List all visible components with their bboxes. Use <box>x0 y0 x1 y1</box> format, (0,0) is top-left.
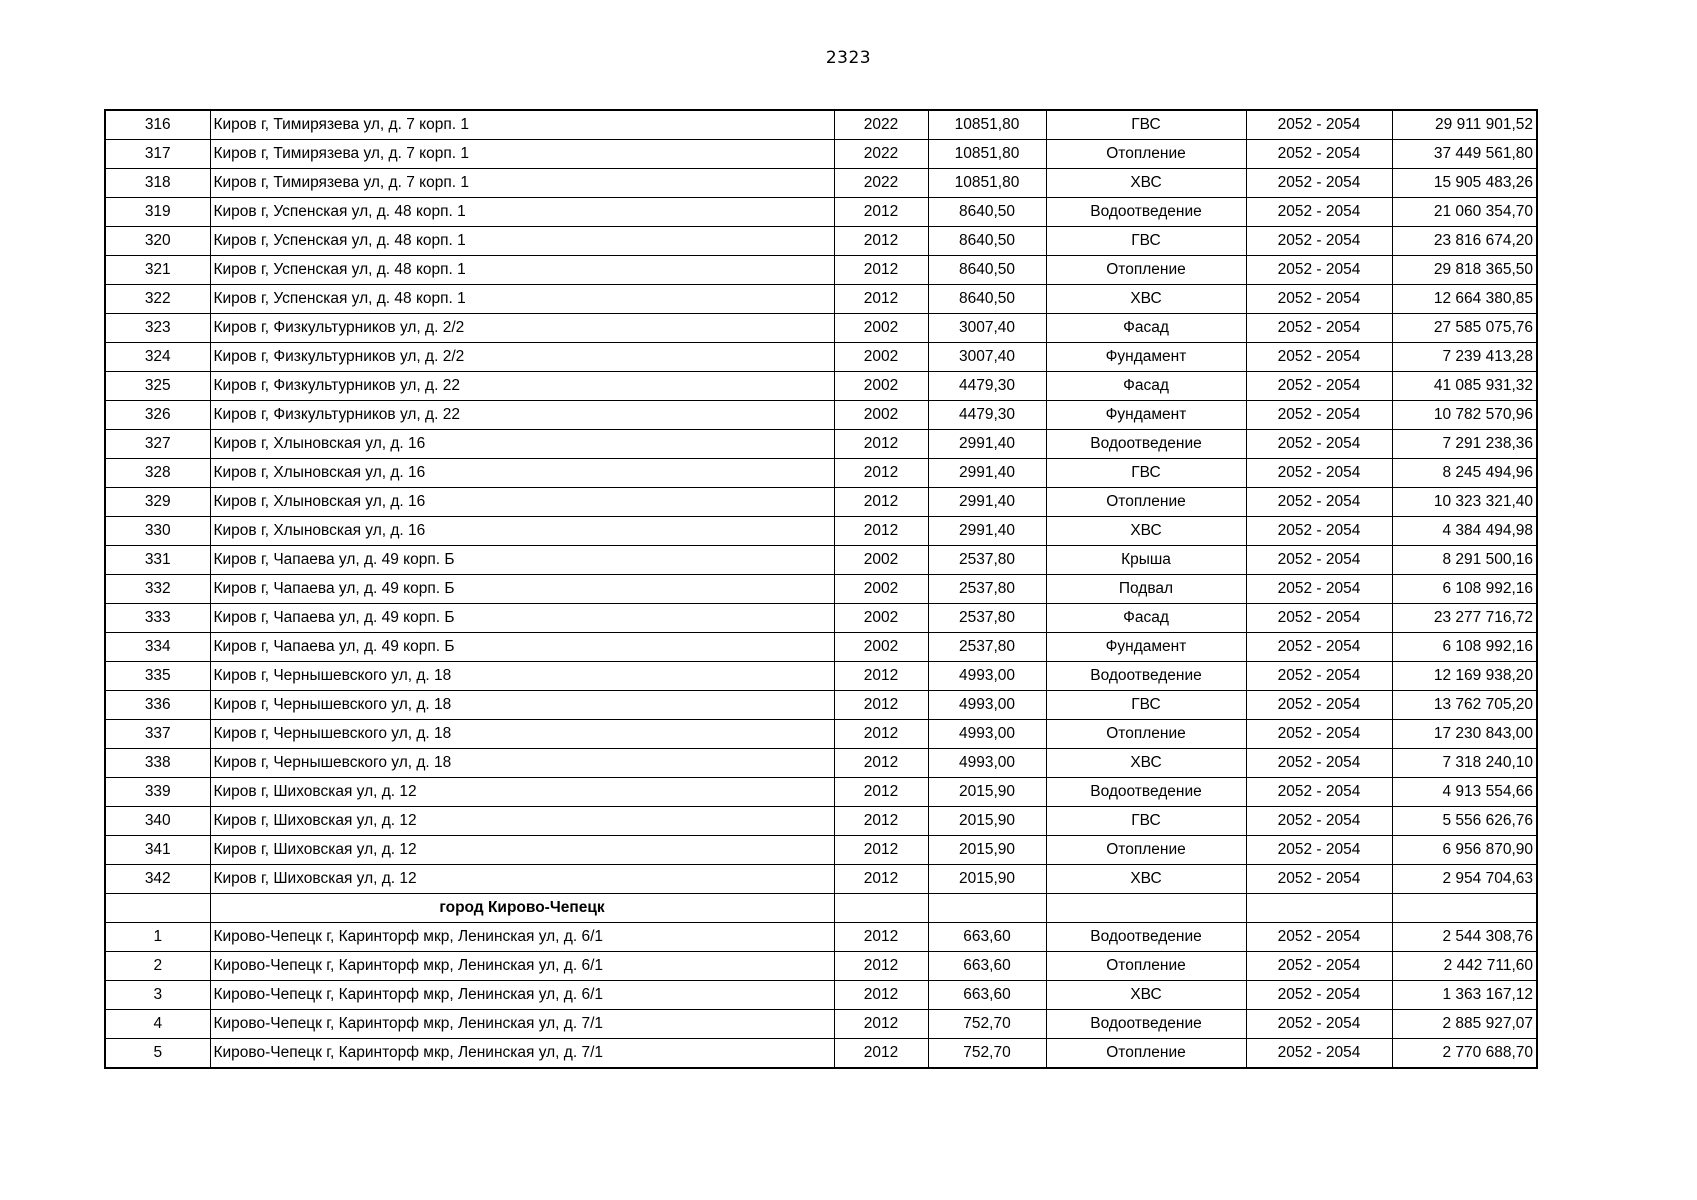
work-type-cell: Фасад <box>1046 372 1246 401</box>
row-number-cell <box>105 894 210 923</box>
address-cell: Кирово-Чепецк г, Каринторф мкр, Ленинская ул, д. 6/1 <box>210 981 834 1010</box>
cost-cell: 15 905 483,26 <box>1392 169 1537 198</box>
cost-cell: 2 544 308,76 <box>1392 923 1537 952</box>
area-cell: 663,60 <box>928 923 1046 952</box>
row-number-cell: 342 <box>105 865 210 894</box>
year-cell: 2012 <box>834 981 928 1010</box>
period-cell: 2052 - 2054 <box>1246 343 1392 372</box>
address-cell: Киров г, Шиховская ул, д. 12 <box>210 807 834 836</box>
row-number-cell: 335 <box>105 662 210 691</box>
cost-cell: 10 782 570,96 <box>1392 401 1537 430</box>
work-type-cell: Отопление <box>1046 720 1246 749</box>
table-row <box>105 691 1537 720</box>
cost-cell: 1 363 167,12 <box>1392 981 1537 1010</box>
area-cell: 4993,00 <box>928 749 1046 778</box>
year-cell: 2012 <box>834 1039 928 1069</box>
area-cell: 2015,90 <box>928 836 1046 865</box>
period-cell: 2052 - 2054 <box>1246 198 1392 227</box>
row-number-cell: 4 <box>105 1010 210 1039</box>
address-cell: Киров г, Тимирязева ул, д. 7 корп. 1 <box>210 140 834 169</box>
row-number-cell: 3 <box>105 981 210 1010</box>
area-cell: 4479,30 <box>928 401 1046 430</box>
period-cell <box>1246 894 1392 923</box>
year-cell: 2012 <box>834 256 928 285</box>
year-cell: 2012 <box>834 662 928 691</box>
work-type-cell: Отопление <box>1046 140 1246 169</box>
row-number-cell: 320 <box>105 227 210 256</box>
year-cell: 2002 <box>834 314 928 343</box>
year-cell: 2022 <box>834 110 928 140</box>
work-type-cell: Водоотведение <box>1046 923 1246 952</box>
table-row <box>105 372 1537 401</box>
year-cell: 2012 <box>834 227 928 256</box>
year-cell: 2002 <box>834 604 928 633</box>
year-cell: 2002 <box>834 546 928 575</box>
period-cell: 2052 - 2054 <box>1246 865 1392 894</box>
work-type-cell: Водоотведение <box>1046 1010 1246 1039</box>
period-cell: 2052 - 2054 <box>1246 836 1392 865</box>
year-cell: 2012 <box>834 923 928 952</box>
period-cell: 2052 - 2054 <box>1246 314 1392 343</box>
table-row <box>105 1010 1537 1039</box>
address-cell: Киров г, Хлыновская ул, д. 16 <box>210 459 834 488</box>
work-type-cell: Фундамент <box>1046 633 1246 662</box>
address-cell: Киров г, Чернышевского ул, д. 18 <box>210 662 834 691</box>
address-cell: Киров г, Чапаева ул, д. 49 корп. Б <box>210 604 834 633</box>
year-cell: 2002 <box>834 372 928 401</box>
area-cell: 752,70 <box>928 1010 1046 1039</box>
cost-cell: 4 384 494,98 <box>1392 517 1537 546</box>
cost-cell: 2 442 711,60 <box>1392 952 1537 981</box>
period-cell: 2052 - 2054 <box>1246 662 1392 691</box>
area-cell: 752,70 <box>928 1039 1046 1069</box>
period-cell: 2052 - 2054 <box>1246 285 1392 314</box>
address-cell: Кирово-Чепецк г, Каринторф мкр, Ленинская ул, д. 7/1 <box>210 1039 834 1069</box>
area-cell: 4993,00 <box>928 662 1046 691</box>
period-cell: 2052 - 2054 <box>1246 1010 1392 1039</box>
work-type-cell: Фасад <box>1046 314 1246 343</box>
row-number-cell: 2 <box>105 952 210 981</box>
cost-cell: 2 885 927,07 <box>1392 1010 1537 1039</box>
table-row <box>105 575 1537 604</box>
row-number-cell: 329 <box>105 488 210 517</box>
period-cell: 2052 - 2054 <box>1246 459 1392 488</box>
registry-body <box>105 110 1537 1068</box>
row-number-cell: 326 <box>105 401 210 430</box>
table-row <box>105 314 1537 343</box>
table-row <box>105 662 1537 691</box>
table-row <box>105 749 1537 778</box>
cost-cell: 2 954 704,63 <box>1392 865 1537 894</box>
cost-cell: 23 277 716,72 <box>1392 604 1537 633</box>
row-number-cell: 325 <box>105 372 210 401</box>
area-cell: 2015,90 <box>928 865 1046 894</box>
table-row <box>105 604 1537 633</box>
area-cell: 2537,80 <box>928 604 1046 633</box>
area-cell: 3007,40 <box>928 343 1046 372</box>
period-cell: 2052 - 2054 <box>1246 575 1392 604</box>
period-cell: 2052 - 2054 <box>1246 981 1392 1010</box>
row-number-cell: 323 <box>105 314 210 343</box>
area-cell: 4993,00 <box>928 720 1046 749</box>
period-cell: 2052 - 2054 <box>1246 256 1392 285</box>
cost-cell: 8 245 494,96 <box>1392 459 1537 488</box>
work-type-cell: ГВС <box>1046 691 1246 720</box>
year-cell: 2012 <box>834 720 928 749</box>
period-cell: 2052 - 2054 <box>1246 1039 1392 1069</box>
work-type-cell: ГВС <box>1046 807 1246 836</box>
period-cell: 2052 - 2054 <box>1246 169 1392 198</box>
address-cell: Киров г, Чернышевского ул, д. 18 <box>210 749 834 778</box>
row-number-cell: 331 <box>105 546 210 575</box>
cost-cell: 7 318 240,10 <box>1392 749 1537 778</box>
period-cell: 2052 - 2054 <box>1246 110 1392 140</box>
year-cell: 2012 <box>834 691 928 720</box>
table-row <box>105 546 1537 575</box>
year-cell: 2002 <box>834 343 928 372</box>
table-row <box>105 517 1537 546</box>
work-type-cell: ХВС <box>1046 749 1246 778</box>
table-row <box>105 198 1537 227</box>
table-row <box>105 343 1537 372</box>
table-row <box>105 488 1537 517</box>
address-cell: Киров г, Хлыновская ул, д. 16 <box>210 488 834 517</box>
year-cell: 2002 <box>834 633 928 662</box>
area-cell: 2991,40 <box>928 517 1046 546</box>
section-title: город Кирово-Чепецк <box>210 894 834 923</box>
area-cell: 2015,90 <box>928 778 1046 807</box>
table-row <box>105 459 1537 488</box>
table-row <box>105 807 1537 836</box>
table-row <box>105 110 1537 140</box>
row-number-cell: 332 <box>105 575 210 604</box>
table-row <box>105 256 1537 285</box>
row-number-cell: 330 <box>105 517 210 546</box>
cost-cell: 12 664 380,85 <box>1392 285 1537 314</box>
table-row <box>105 865 1537 894</box>
area-cell: 663,60 <box>928 952 1046 981</box>
period-cell: 2052 - 2054 <box>1246 227 1392 256</box>
cost-cell: 29 818 365,50 <box>1392 256 1537 285</box>
cost-cell: 7 239 413,28 <box>1392 343 1537 372</box>
row-number-cell: 339 <box>105 778 210 807</box>
cost-cell <box>1392 894 1537 923</box>
work-type-cell: ХВС <box>1046 517 1246 546</box>
work-type-cell <box>1046 894 1246 923</box>
period-cell: 2052 - 2054 <box>1246 807 1392 836</box>
work-type-cell: Отопление <box>1046 488 1246 517</box>
year-cell: 2022 <box>834 140 928 169</box>
address-cell: Киров г, Чапаева ул, д. 49 корп. Б <box>210 575 834 604</box>
work-type-cell: Фундамент <box>1046 401 1246 430</box>
area-cell: 4479,30 <box>928 372 1046 401</box>
table-row <box>105 923 1537 952</box>
area-cell: 10851,80 <box>928 110 1046 140</box>
cost-cell: 5 556 626,76 <box>1392 807 1537 836</box>
period-cell: 2052 - 2054 <box>1246 604 1392 633</box>
work-type-cell: Фундамент <box>1046 343 1246 372</box>
area-cell: 2537,80 <box>928 546 1046 575</box>
period-cell: 2052 - 2054 <box>1246 140 1392 169</box>
row-number-cell: 321 <box>105 256 210 285</box>
row-number-cell: 338 <box>105 749 210 778</box>
year-cell: 2012 <box>834 517 928 546</box>
year-cell: 2012 <box>834 952 928 981</box>
cost-cell: 10 323 321,40 <box>1392 488 1537 517</box>
period-cell: 2052 - 2054 <box>1246 778 1392 807</box>
row-number-cell: 340 <box>105 807 210 836</box>
address-cell: Киров г, Шиховская ул, д. 12 <box>210 836 834 865</box>
row-number-cell: 341 <box>105 836 210 865</box>
cost-cell: 7 291 238,36 <box>1392 430 1537 459</box>
cost-cell: 4 913 554,66 <box>1392 778 1537 807</box>
row-number-cell: 328 <box>105 459 210 488</box>
cost-cell: 8 291 500,16 <box>1392 546 1537 575</box>
period-cell: 2052 - 2054 <box>1246 923 1392 952</box>
row-number-cell: 317 <box>105 140 210 169</box>
table-row <box>105 285 1537 314</box>
year-cell: 2012 <box>834 459 928 488</box>
year-cell: 2022 <box>834 169 928 198</box>
work-type-cell: Водоотведение <box>1046 778 1246 807</box>
period-cell: 2052 - 2054 <box>1246 633 1392 662</box>
work-type-cell: ХВС <box>1046 169 1246 198</box>
work-type-cell: ГВС <box>1046 459 1246 488</box>
area-cell: 2991,40 <box>928 430 1046 459</box>
table-row <box>105 981 1537 1010</box>
address-cell: Киров г, Шиховская ул, д. 12 <box>210 865 834 894</box>
year-cell: 2012 <box>834 488 928 517</box>
address-cell: Киров г, Чернышевского ул, д. 18 <box>210 691 834 720</box>
row-number-cell: 1 <box>105 923 210 952</box>
area-cell <box>928 894 1046 923</box>
row-number-cell: 333 <box>105 604 210 633</box>
cost-cell: 41 085 931,32 <box>1392 372 1537 401</box>
row-number-cell: 319 <box>105 198 210 227</box>
period-cell: 2052 - 2054 <box>1246 517 1392 546</box>
period-cell: 2052 - 2054 <box>1246 430 1392 459</box>
address-cell: Киров г, Хлыновская ул, д. 16 <box>210 430 834 459</box>
registry-table <box>104 109 1538 1069</box>
period-cell: 2052 - 2054 <box>1246 691 1392 720</box>
work-type-cell: ГВС <box>1046 227 1246 256</box>
row-number-cell: 318 <box>105 169 210 198</box>
area-cell: 3007,40 <box>928 314 1046 343</box>
cost-cell: 13 762 705,20 <box>1392 691 1537 720</box>
address-cell: Киров г, Шиховская ул, д. 12 <box>210 778 834 807</box>
address-cell: Киров г, Хлыновская ул, д. 16 <box>210 517 834 546</box>
table-row <box>105 140 1537 169</box>
table-row <box>105 227 1537 256</box>
area-cell: 4993,00 <box>928 691 1046 720</box>
work-type-cell: Фасад <box>1046 604 1246 633</box>
address-cell: Киров г, Физкультурников ул, д. 22 <box>210 401 834 430</box>
table-row <box>105 720 1537 749</box>
year-cell: 2012 <box>834 430 928 459</box>
table-row <box>105 836 1537 865</box>
cost-cell: 27 585 075,76 <box>1392 314 1537 343</box>
work-type-cell: Отопление <box>1046 952 1246 981</box>
year-cell: 2012 <box>834 778 928 807</box>
period-cell: 2052 - 2054 <box>1246 372 1392 401</box>
row-number-cell: 324 <box>105 343 210 372</box>
table-row <box>105 1039 1537 1069</box>
year-cell: 2012 <box>834 749 928 778</box>
address-cell: Киров г, Физкультурников ул, д. 2/2 <box>210 343 834 372</box>
year-cell: 2012 <box>834 807 928 836</box>
area-cell: 10851,80 <box>928 140 1046 169</box>
address-cell: Киров г, Чернышевского ул, д. 18 <box>210 720 834 749</box>
table-row <box>105 401 1537 430</box>
year-cell: 2012 <box>834 865 928 894</box>
row-number-cell: 336 <box>105 691 210 720</box>
work-type-cell: Отопление <box>1046 256 1246 285</box>
address-cell: Киров г, Чапаева ул, д. 49 корп. Б <box>210 546 834 575</box>
period-cell: 2052 - 2054 <box>1246 749 1392 778</box>
year-cell: 2012 <box>834 285 928 314</box>
address-cell: Кирово-Чепецк г, Каринторф мкр, Ленинская ул, д. 7/1 <box>210 1010 834 1039</box>
year-cell: 2012 <box>834 198 928 227</box>
period-cell: 2052 - 2054 <box>1246 720 1392 749</box>
cost-cell: 17 230 843,00 <box>1392 720 1537 749</box>
work-type-cell: Отопление <box>1046 836 1246 865</box>
work-type-cell: Водоотведение <box>1046 662 1246 691</box>
area-cell: 8640,50 <box>928 256 1046 285</box>
work-type-cell: Крыша <box>1046 546 1246 575</box>
area-cell: 8640,50 <box>928 285 1046 314</box>
cost-cell: 2 770 688,70 <box>1392 1039 1537 1069</box>
address-cell: Кирово-Чепецк г, Каринторф мкр, Ленинская ул, д. 6/1 <box>210 923 834 952</box>
table-row <box>105 633 1537 662</box>
address-cell: Киров г, Успенская ул, д. 48 корп. 1 <box>210 256 834 285</box>
year-cell <box>834 894 928 923</box>
work-type-cell: ХВС <box>1046 981 1246 1010</box>
area-cell: 2015,90 <box>928 807 1046 836</box>
row-number-cell: 337 <box>105 720 210 749</box>
cost-cell: 37 449 561,80 <box>1392 140 1537 169</box>
cost-cell: 12 169 938,20 <box>1392 662 1537 691</box>
row-number-cell: 316 <box>105 110 210 140</box>
work-type-cell: Водоотведение <box>1046 430 1246 459</box>
address-cell: Киров г, Успенская ул, д. 48 корп. 1 <box>210 285 834 314</box>
work-type-cell: Подвал <box>1046 575 1246 604</box>
cost-cell: 6 108 992,16 <box>1392 575 1537 604</box>
area-cell: 10851,80 <box>928 169 1046 198</box>
table-row <box>105 430 1537 459</box>
address-cell: Киров г, Физкультурников ул, д. 22 <box>210 372 834 401</box>
section-header-row <box>105 894 1537 923</box>
year-cell: 2002 <box>834 401 928 430</box>
area-cell: 2537,80 <box>928 575 1046 604</box>
area-cell: 8640,50 <box>928 198 1046 227</box>
work-type-cell: ХВС <box>1046 865 1246 894</box>
address-cell: Киров г, Тимирязева ул, д. 7 корп. 1 <box>210 169 834 198</box>
work-type-cell: ХВС <box>1046 285 1246 314</box>
row-number-cell: 322 <box>105 285 210 314</box>
work-type-cell: Отопление <box>1046 1039 1246 1069</box>
row-number-cell: 5 <box>105 1039 210 1069</box>
period-cell: 2052 - 2054 <box>1246 488 1392 517</box>
area-cell: 2537,80 <box>928 633 1046 662</box>
table-row <box>105 778 1537 807</box>
area-cell: 2991,40 <box>928 459 1046 488</box>
cost-cell: 21 060 354,70 <box>1392 198 1537 227</box>
area-cell: 2991,40 <box>928 488 1046 517</box>
area-cell: 663,60 <box>928 981 1046 1010</box>
cost-cell: 29 911 901,52 <box>1392 110 1537 140</box>
address-cell: Киров г, Успенская ул, д. 48 корп. 1 <box>210 227 834 256</box>
work-type-cell: ГВС <box>1046 110 1246 140</box>
address-cell: Киров г, Чапаева ул, д. 49 корп. Б <box>210 633 834 662</box>
period-cell: 2052 - 2054 <box>1246 952 1392 981</box>
page-number: 2323 <box>825 48 872 68</box>
year-cell: 2012 <box>834 1010 928 1039</box>
period-cell: 2052 - 2054 <box>1246 546 1392 575</box>
address-cell: Кирово-Чепецк г, Каринторф мкр, Ленинская ул, д. 6/1 <box>210 952 834 981</box>
work-type-cell: Водоотведение <box>1046 198 1246 227</box>
table-row <box>105 952 1537 981</box>
cost-cell: 6 108 992,16 <box>1392 633 1537 662</box>
address-cell: Киров г, Успенская ул, д. 48 корп. 1 <box>210 198 834 227</box>
address-cell: Киров г, Тимирязева ул, д. 7 корп. 1 <box>210 110 834 140</box>
year-cell: 2012 <box>834 836 928 865</box>
area-cell: 8640,50 <box>928 227 1046 256</box>
period-cell: 2052 - 2054 <box>1246 401 1392 430</box>
table-row <box>105 169 1537 198</box>
year-cell: 2002 <box>834 575 928 604</box>
row-number-cell: 334 <box>105 633 210 662</box>
address-cell: Киров г, Физкультурников ул, д. 2/2 <box>210 314 834 343</box>
row-number-cell: 327 <box>105 430 210 459</box>
cost-cell: 23 816 674,20 <box>1392 227 1537 256</box>
cost-cell: 6 956 870,90 <box>1392 836 1537 865</box>
